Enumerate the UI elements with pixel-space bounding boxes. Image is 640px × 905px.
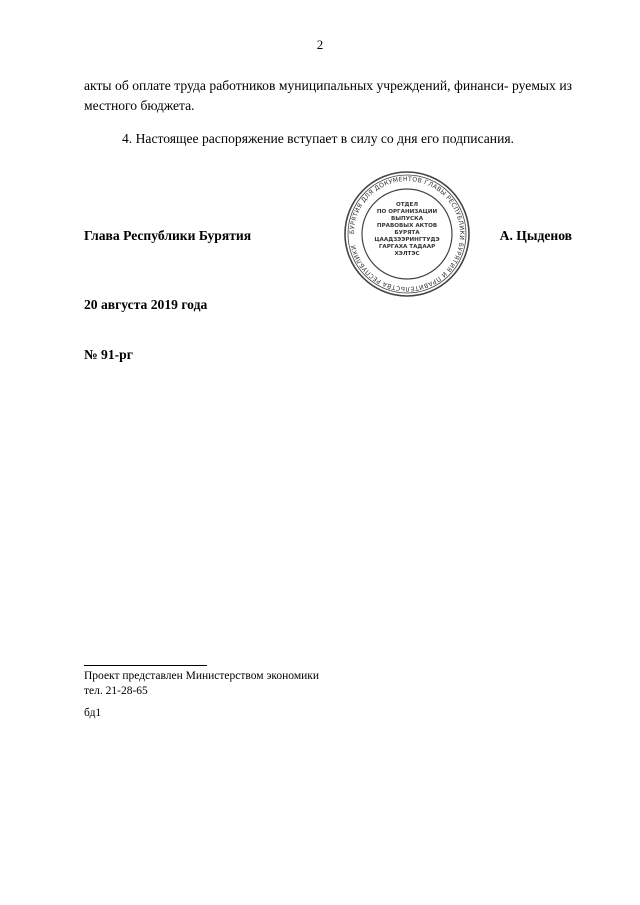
seal-outer-text: БУРЯТИЯ ДЛЯ ДОКУМЕНТОВ ГЛАВЫ РЕСПУБЛИКИ БУРЯТИЯ И ПРАВИТЕЛЬСТВА РЕСПУБЛИКИ xyxy=(348,175,466,293)
footer-project-note: Проект представлен Министерством экономики xyxy=(84,670,320,682)
footer-code: бд1 xyxy=(84,707,102,719)
body-paragraph-1: акты об оплате труда работников муниципальных учреждений, финанси- руемых из местного бюджета. xyxy=(84,78,572,113)
footnote-divider xyxy=(84,665,207,666)
seal-line: ПО ОРГАНИЗАЦИИ xyxy=(376,209,438,215)
seal-line: БУРЯТА xyxy=(394,230,420,236)
seal-line: ОТДЕЛ xyxy=(395,202,419,208)
footer-phone: тел. 21-28-65 xyxy=(84,685,148,697)
signatory-position: Глава Республики Бурятия xyxy=(84,228,252,243)
document-date: 20 августа 2019 года xyxy=(84,297,208,312)
document-number: № 91-рг xyxy=(84,347,133,362)
signatory-name: А. Цыденов xyxy=(499,228,572,243)
seal-line: ГАРГАХА ТАДААР xyxy=(378,244,436,250)
page-number: 2 xyxy=(316,37,324,52)
seal-line: ПРАВОВЫХ АКТОВ xyxy=(376,223,438,229)
body-paragraph-2: 4. Настоящее распоряжение вступает в силу со дня его подписания. xyxy=(122,131,515,146)
official-seal xyxy=(340,170,474,298)
seal-line: ХЭЛТЭС xyxy=(394,251,420,257)
seal-line: ЦААДЗЭЭРИНГТУДЭ xyxy=(374,237,440,243)
seal-line: ВЫПУСКА xyxy=(390,216,424,222)
